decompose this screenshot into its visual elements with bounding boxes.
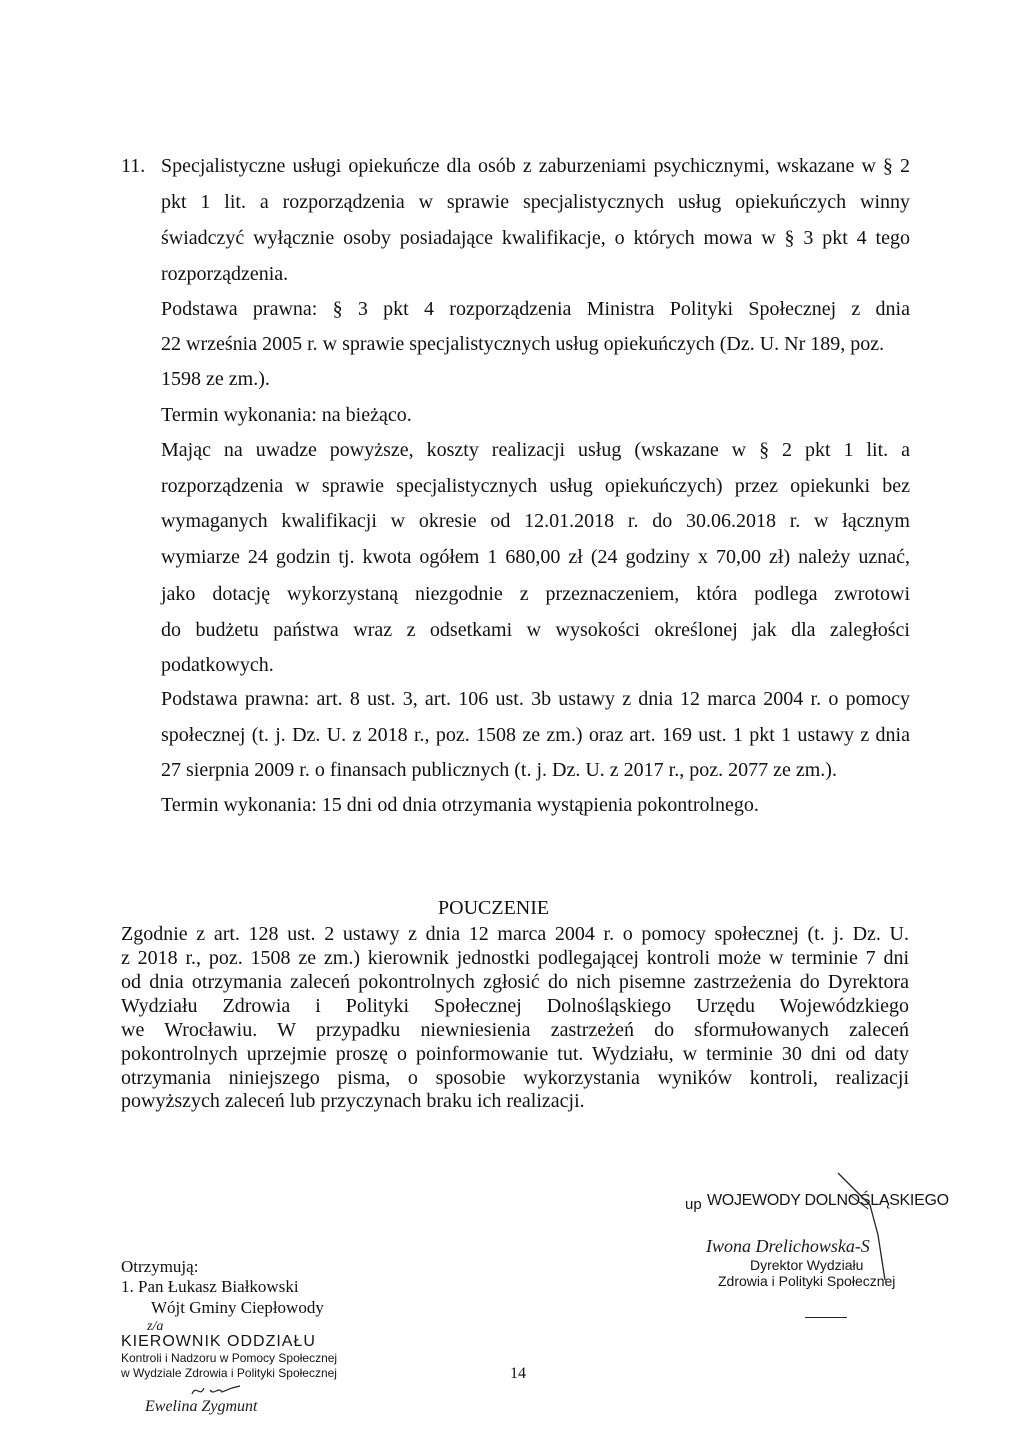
pouczenie-line-2: z 2018 r., poz. 1508 ze zm.) kierownik jednostki podlegającej kontroli może w terminie 7 dni	[121, 947, 909, 969]
signature-underline-right	[805, 1317, 847, 1318]
costs-line-4: wymiarze 24 godzin tj. kwota ogółem 1 680,00 zł (24 godziny x 70,00 zł) należy uznać,	[161, 546, 910, 568]
stamp-right-role-2: Zdrowia i Polityki Społecznej	[718, 1273, 896, 1289]
costs-line-3: wymaganych kwalifikacji w okresie od 12.01.2018 r. do 30.06.2018 r. w łącznym	[161, 510, 910, 532]
section-number: 11.	[121, 155, 146, 177]
stamp-left-line-2: Kontroli i Nadzoru w Pomocy Społecznej	[121, 1351, 338, 1365]
legal-basis2-line-2: społecznej (t. j. Dz. U. z 2018 r., poz. 1508 ze zm.) oraz art. 169 ust. 1 pkt 1 ustawy z dnia	[161, 724, 910, 746]
deadline-line: Termin wykonania: na bieżąco.	[161, 404, 412, 426]
stamp-right-name: Iwona Drelichowska-S	[706, 1236, 870, 1256]
section-line-4: rozporządzenia.	[161, 263, 289, 285]
stamp-left-title: KIEROWNIK ODDZIAŁU	[121, 1333, 316, 1350]
deadline2-line: Termin wykonania: 15 dni od dnia otrzymania wystąpienia pokontrolnego.	[161, 794, 759, 816]
section-line-3: świadczyć wyłącznie osoby posiadające kwalifikacje, o których mowa w § 3 pkt 4 tego	[161, 227, 910, 249]
stamp-left-za: z/a	[147, 1319, 164, 1334]
recipient-1-role: Wójt Gminy Ciepłowody	[151, 1298, 324, 1317]
recipient-1: 1. Pan Łukasz Białkowski	[121, 1277, 299, 1296]
signature-flourish-right	[830, 1165, 900, 1285]
pouczenie-title: POUCZENIE	[438, 897, 550, 919]
section-line-1: Specjalistyczne usługi opiekuńcze dla osób z zaburzeniami psychicznymi, wskazane w § 2	[161, 155, 910, 177]
pouczenie-line-3: od dnia otrzymania zaleceń pokontrolnych zgłosić do nich pisemne zastrzeżenia do Dyrektora	[121, 971, 909, 993]
legal-basis-line-1: Podstawa prawna: § 3 pkt 4 rozporządzenia Ministra Polityki Społecznej z dnia	[161, 298, 910, 320]
pouczenie-line-5: we Wrocławiu. W przypadku niewniesienia zastrzeżeń do sformułowanych zaleceń	[121, 1019, 909, 1041]
stamp-right-title: WOJEWODY DOLNOŚLĄSKIEGO	[707, 1192, 949, 1209]
recipients-header: Otrzymują:	[121, 1257, 199, 1276]
costs-line-1: Mając na uwadze powyższe, koszty realizacji usług (wskazane w § 2 pkt 1 lit. a	[161, 439, 910, 461]
pouczenie-line-6: pokontrolnych uprzejmie proszę o poinformowanie tut. Wydziału, w terminie 30 dni od daty	[121, 1043, 909, 1065]
costs-line-5: jako dotację wykorzystaną niezgodnie z przeznaczeniem, która podlega zwrotowi	[161, 583, 910, 605]
legal-basis-line-3: 1598 ze zm.).	[161, 368, 270, 390]
costs-line-6: do budżetu państwa wraz z odsetkami w wysokości określonej jak dla zaległości	[161, 619, 910, 641]
legal-basis2-line-1: Podstawa prawna: art. 8 ust. 3, art. 106 ust. 3b ustawy z dnia 12 marca 2004 r. o pomocy	[161, 688, 910, 710]
section-line-2: pkt 1 lit. a rozporządzenia w sprawie specjalistycznych usług opiekuńczych winny	[161, 191, 910, 213]
stamp-right-role-1: Dyrektor Wydziału	[750, 1257, 864, 1273]
pouczenie-line-8: powyższych zaleceń lub przyczynach braku ich realizacji.	[121, 1090, 585, 1112]
pouczenie-line-1: Zgodnie z art. 128 ust. 2 ustawy z dnia 12 marca 2004 r. o pomocy społecznej (t. j. Dz. U.	[121, 923, 909, 945]
costs-line-2: rozporządzenia w sprawie specjalistycznych usług opiekuńczych) przez opiekunki bez	[161, 475, 910, 497]
pouczenie-line-4: Wydziału Zdrowia i Polityki Społecznej Dolnośląskiego Urzędu Wojewódzkiego	[121, 995, 909, 1017]
costs-line-7: podatkowych.	[161, 654, 274, 676]
legal-basis-line-2: 22 września 2005 r. w sprawie specjalistycznych usług opiekuńczych (Dz. U. Nr 189, poz.	[161, 333, 885, 355]
stamp-left-name: Ewelina Zygmunt	[145, 1398, 258, 1415]
legal-basis2-line-3: 27 sierpnia 2009 r. o finansach publicznych (t. j. Dz. U. z 2017 r., poz. 2077 ze zm.).	[161, 759, 837, 781]
pouczenie-line-7: otrzymania niniejszego pisma, o sposobie wykorzystania wyników kontroli, realizacji	[121, 1067, 909, 1089]
page-number: 14	[510, 1365, 526, 1382]
stamp-up: up	[685, 1196, 702, 1213]
stamp-left-line-3: w Wydziale Zdrowia i Polityki Społecznej	[121, 1366, 337, 1380]
